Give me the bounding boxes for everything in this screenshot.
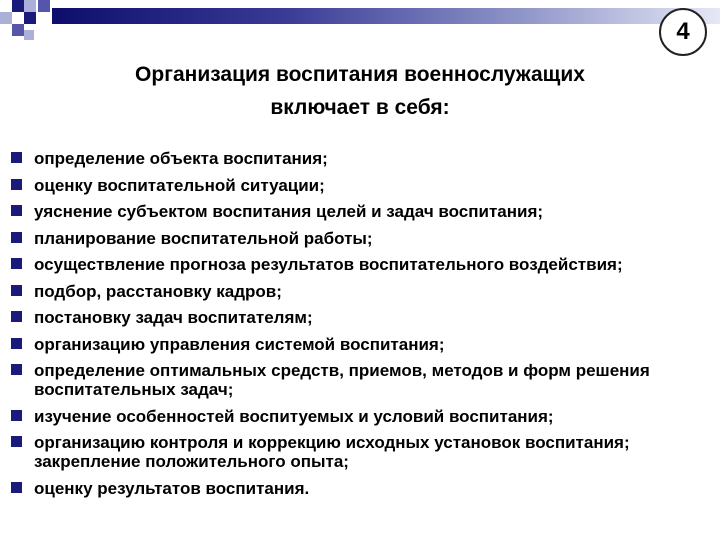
decor-square	[12, 24, 24, 36]
square-bullet-icon	[11, 232, 22, 243]
page-number: 4	[659, 8, 707, 56]
list-item	[11, 255, 711, 274]
square-bullet-icon	[11, 258, 22, 269]
list-item	[11, 479, 711, 498]
decor-square	[24, 30, 34, 40]
list-item-text: постановку задач воспитателям;	[34, 308, 313, 327]
square-bullet-icon	[11, 482, 22, 493]
list-item-text: подбор, расстановку кадров;	[34, 281, 282, 301]
list-item-text: оценку воспитательной ситуации;	[34, 175, 325, 195]
header-gradient-bar	[52, 8, 720, 24]
list-item-text: организацию управления системой воспитания;	[34, 334, 445, 354]
list-item-text: определение оптимальных средств, приемов, методов и форм решения воспитательных задач;	[34, 361, 650, 399]
list-item-text: планирование воспитательной работы;	[34, 228, 373, 248]
bullet-list	[11, 149, 711, 505]
list-item	[11, 149, 711, 168]
decor-square	[38, 0, 50, 12]
list-item	[11, 229, 711, 248]
square-bullet-icon	[11, 152, 22, 163]
square-bullet-icon	[11, 179, 22, 190]
square-bullet-icon	[11, 436, 22, 447]
title-line: включает в себя:	[270, 96, 450, 119]
square-bullet-icon	[11, 285, 22, 296]
list-item-text: оценку результатов воспитания.	[34, 478, 310, 498]
decor-square	[24, 12, 36, 24]
list-item	[11, 176, 711, 195]
slide-title	[40, 58, 680, 124]
list-item-text: организацию контроля и коррекцию исходных установок воспитания; закрепление положительного опыта;	[34, 433, 630, 471]
square-bullet-icon	[11, 364, 22, 375]
list-item	[11, 202, 711, 221]
list-item	[11, 433, 711, 471]
decor-square	[12, 0, 24, 12]
list-item-text: уяснение субъектом воспитания целей и задач воспитания;	[34, 202, 544, 221]
list-item	[11, 282, 711, 301]
list-item	[11, 407, 711, 426]
square-bullet-icon	[11, 205, 22, 216]
square-bullet-icon	[11, 410, 22, 421]
decor-square	[24, 0, 36, 12]
list-item	[11, 335, 711, 354]
square-bullet-icon	[11, 311, 22, 322]
list-item-text: определение объекта воспитания;	[34, 149, 328, 168]
list-item-text: осуществление прогноза результатов воспитательного воздействия;	[34, 255, 623, 274]
list-item	[11, 308, 711, 327]
list-item	[11, 361, 711, 399]
square-bullet-icon	[11, 338, 22, 349]
list-item-text: изучение особенностей воспитуемых и условий воспитания;	[34, 406, 554, 426]
title-line: Организация воспитания военнослужащих	[135, 63, 585, 86]
decor-square	[0, 12, 12, 24]
